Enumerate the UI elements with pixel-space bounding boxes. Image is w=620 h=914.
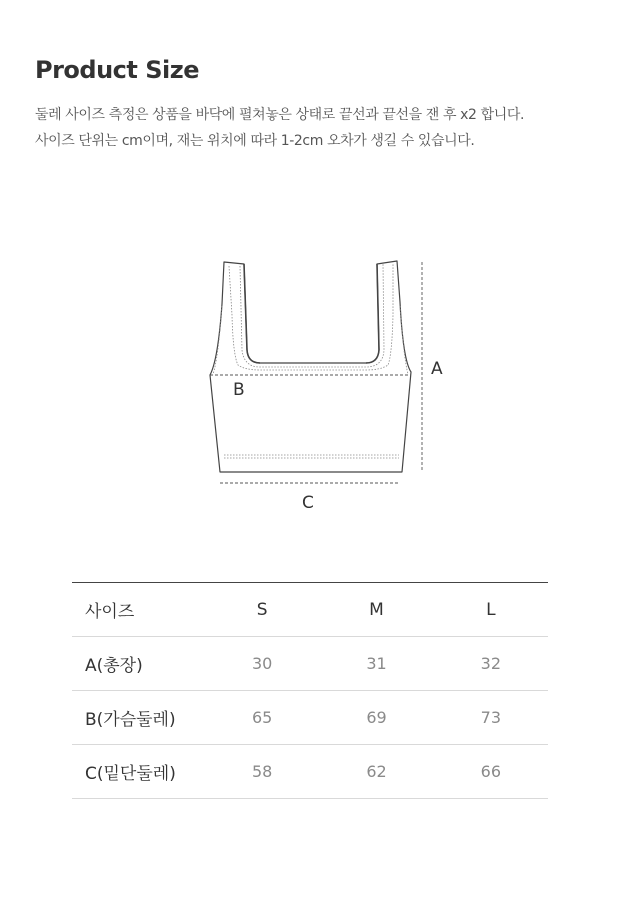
measurement-note: 둘레 사이즈 측정은 상품을 바닥에 펼쳐놓은 상태로 끝선과 끝선을 잰 후 x2 합니다. (35, 107, 525, 123)
cell-value: 32 (434, 637, 548, 691)
label-b: B (233, 380, 245, 400)
right-strap-inner-edge (366, 264, 379, 363)
page-title: Product Size (35, 56, 199, 84)
cell-value: 30 (205, 637, 319, 691)
row-label: B(가슴둘레) (72, 691, 205, 745)
cell-value: 65 (205, 691, 319, 745)
table-row (72, 745, 548, 799)
garment-diagram (200, 250, 460, 520)
table-row (72, 637, 548, 691)
label-c: C (302, 493, 314, 513)
size-table (72, 582, 548, 799)
cell-value: 66 (434, 745, 548, 799)
header-size-s: S (205, 583, 319, 637)
table-row (72, 691, 548, 745)
row-label: A(총장) (72, 637, 205, 691)
unit-note: 사이즈 단위는 cm이며, 재는 위치에 따라 1-2cm 오차가 생길 수 있습니다. (35, 133, 475, 149)
header-size-m: M (319, 583, 433, 637)
header-size-label: 사이즈 (72, 583, 205, 637)
cell-value: 31 (319, 637, 433, 691)
cell-value: 58 (205, 745, 319, 799)
header-size-l: L (434, 583, 548, 637)
label-a: A (431, 359, 443, 379)
stitch-line (229, 264, 393, 370)
row-label: C(밑단둘레) (72, 745, 205, 799)
stitch-line (240, 264, 384, 367)
cell-value: 73 (434, 691, 548, 745)
left-strap-inner-edge (244, 264, 260, 363)
table-header-row (72, 583, 548, 637)
cell-value: 69 (319, 691, 433, 745)
cell-value: 62 (319, 745, 433, 799)
